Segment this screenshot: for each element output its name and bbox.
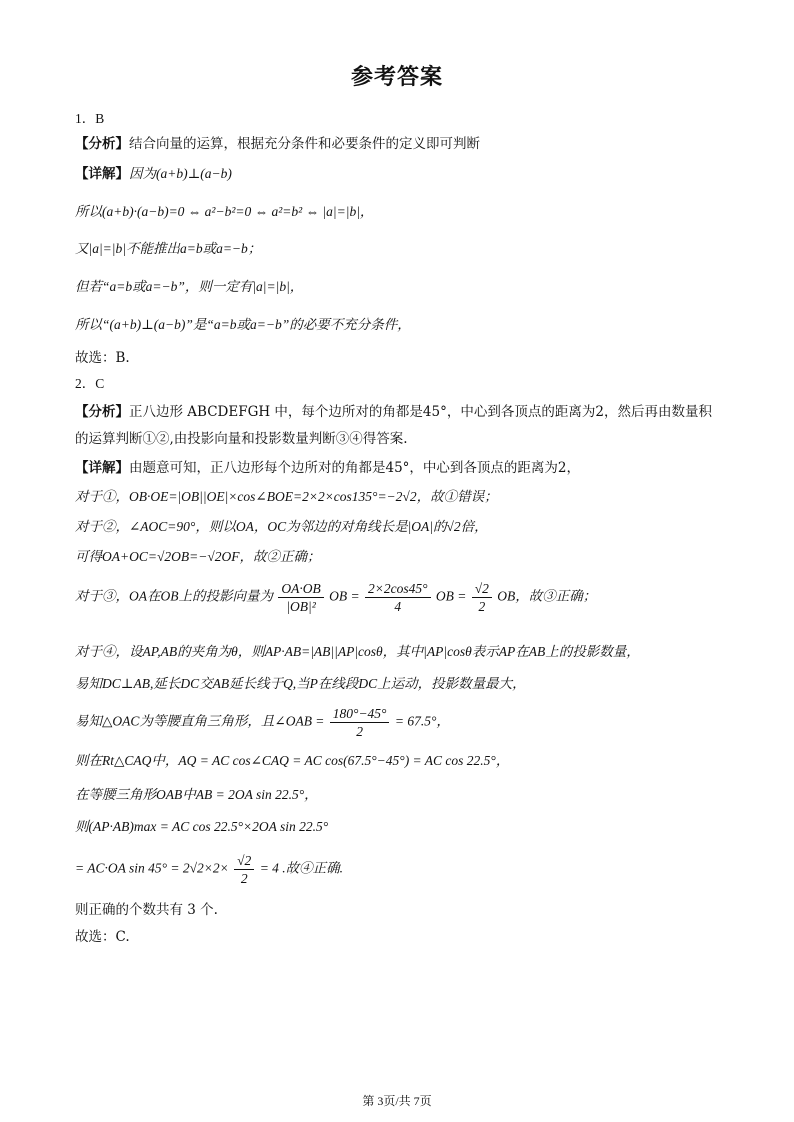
page-footer: 第 3页/共 7页 (362, 1094, 432, 1108)
q2-analysis-text-1: 正八边形 ABCDEFGH 中，每个边所对的角都是45°，中心到各顶点的距离为2，然后再由数量积 (129, 404, 712, 420)
analysis-label: 【分析】 (75, 136, 129, 152)
q2-d5-mid: OB = (329, 588, 360, 604)
fraction-denominator: 2 (240, 871, 248, 886)
fraction-numerator: 2×2cos45° (365, 580, 431, 598)
q2-analysis-2: 的运算判断①②,由投影向量和投影数量判断③④得答案. (75, 431, 408, 447)
q2-d8-prefix: 易知△OAC为等腰直角三角形，且∠OAB = (75, 713, 325, 729)
fraction-2 (365, 580, 431, 615)
fraction-3 (472, 580, 492, 615)
q2-detail-9: 则在Rt△CAQ中，AQ = AC cos∠CAQ = AC cos(67.5°−45°) = AC cos 22.5°， (75, 753, 510, 768)
q2-detail-6: 对于④，设AP,AB的夹角为θ，则AP·AB=|AB||AP|cosθ，其中|AP|cosθ表示AP在AB上的投影数量， (75, 644, 640, 659)
fraction-numerator: √2 (472, 580, 492, 598)
q2-detail-12 (75, 852, 343, 887)
q1-detail-1-text: 因为(a+b)⊥(a−b) (129, 166, 232, 181)
q1-analysis (75, 135, 480, 153)
q2-analysis-1 (75, 403, 712, 421)
q2-detail-13: 则正确的个数共有 3 个. (75, 902, 218, 918)
analysis-label: 【分析】 (75, 404, 129, 420)
q2-d5-suffix: OB，故③正确； (497, 588, 597, 604)
q1-answer: 故选：B. (75, 350, 130, 366)
q2-detail-2: 对于①，OB·OE=|OB||OE|×cos∠BOE=2×2×cos135°=−2√2，故①错误； (75, 489, 498, 504)
q1-detail-3: 又|a|=|b|不能推出a=b或a=−b； (75, 241, 262, 256)
fraction-denominator: 4 (394, 599, 402, 614)
q2-d5-mid2: OB = (435, 588, 467, 604)
detail-label: 【详解】 (75, 460, 129, 476)
q2-d12-suffix: = 4 .故④正确. (259, 860, 344, 876)
q2-detail-4: 可得OA+OC=√2OB=−√2OF，故②正确； (75, 549, 321, 564)
fraction-numerator: √2 (234, 852, 254, 870)
q2-detail-1 (75, 459, 580, 477)
fraction-numerator: 180°−45° (330, 705, 390, 723)
angle-fraction (330, 705, 390, 740)
q2-detail-7: 易知DC⊥AB,延长DC交AB延长线于Q,当P在线段DC上运动，投影数量最大， (75, 676, 526, 691)
question-1-number: 1．B (75, 111, 105, 126)
q2-detail-1-text: 由题意可知，正八边形每个边所对的角都是45°，中心到各顶点的距离为2， (129, 460, 581, 476)
q2-detail-8 (75, 705, 450, 740)
q1-detail-5: 所以“(a+b)⊥(a−b)”是“a=b或a=−b”的必要不充分条件， (75, 317, 411, 332)
q2-detail-11: 则(AP·AB)max = AC cos 22.5°×2OA sin 22.5° (75, 819, 329, 834)
fraction-denominator: 2 (356, 724, 363, 739)
q2-answer: 故选：C. (75, 929, 130, 945)
fraction-denominator: 2 (478, 599, 486, 614)
q1-detail-4: 但若“a=b或a=−b”，则一定有|a|=|b|， (75, 279, 304, 294)
q1-detail-1 (75, 165, 232, 183)
q2-detail-5 (75, 580, 596, 615)
projection-fraction (278, 580, 323, 615)
q2-d5-prefix: 对于③，OA在OB上的投影向量为 (75, 588, 273, 604)
q1-analysis-text: 结合向量的运算，根据充分条件和必要条件的定义即可判断 (129, 136, 480, 152)
q2-detail-10: 在等腰三角形OAB中AB = 2OA sin 22.5°， (75, 787, 318, 802)
q2-detail-3: 对于②，∠AOC=90°，则以OA，OC为邻边的对角线长是|OA|的√2倍， (75, 519, 488, 534)
q2-d12-prefix: = AC·OA sin 45° = 2√2×2× (75, 860, 229, 876)
page-title: 参考答案 (350, 65, 443, 90)
fraction-numerator: OA·OB (278, 580, 323, 598)
detail-label: 【详解】 (75, 166, 129, 182)
question-2-number: 2．C (75, 376, 105, 391)
sqrt-fraction (234, 852, 254, 887)
q1-detail-2: 所以(a+b)·(a−b)=0 ⇔ a²−b²=0 ⇔ a²=b² ⇔ |a|=|b|， (75, 204, 374, 219)
q2-d8-suffix: = 67.5°， (394, 713, 450, 729)
fraction-denominator: |OB|² (286, 599, 316, 614)
